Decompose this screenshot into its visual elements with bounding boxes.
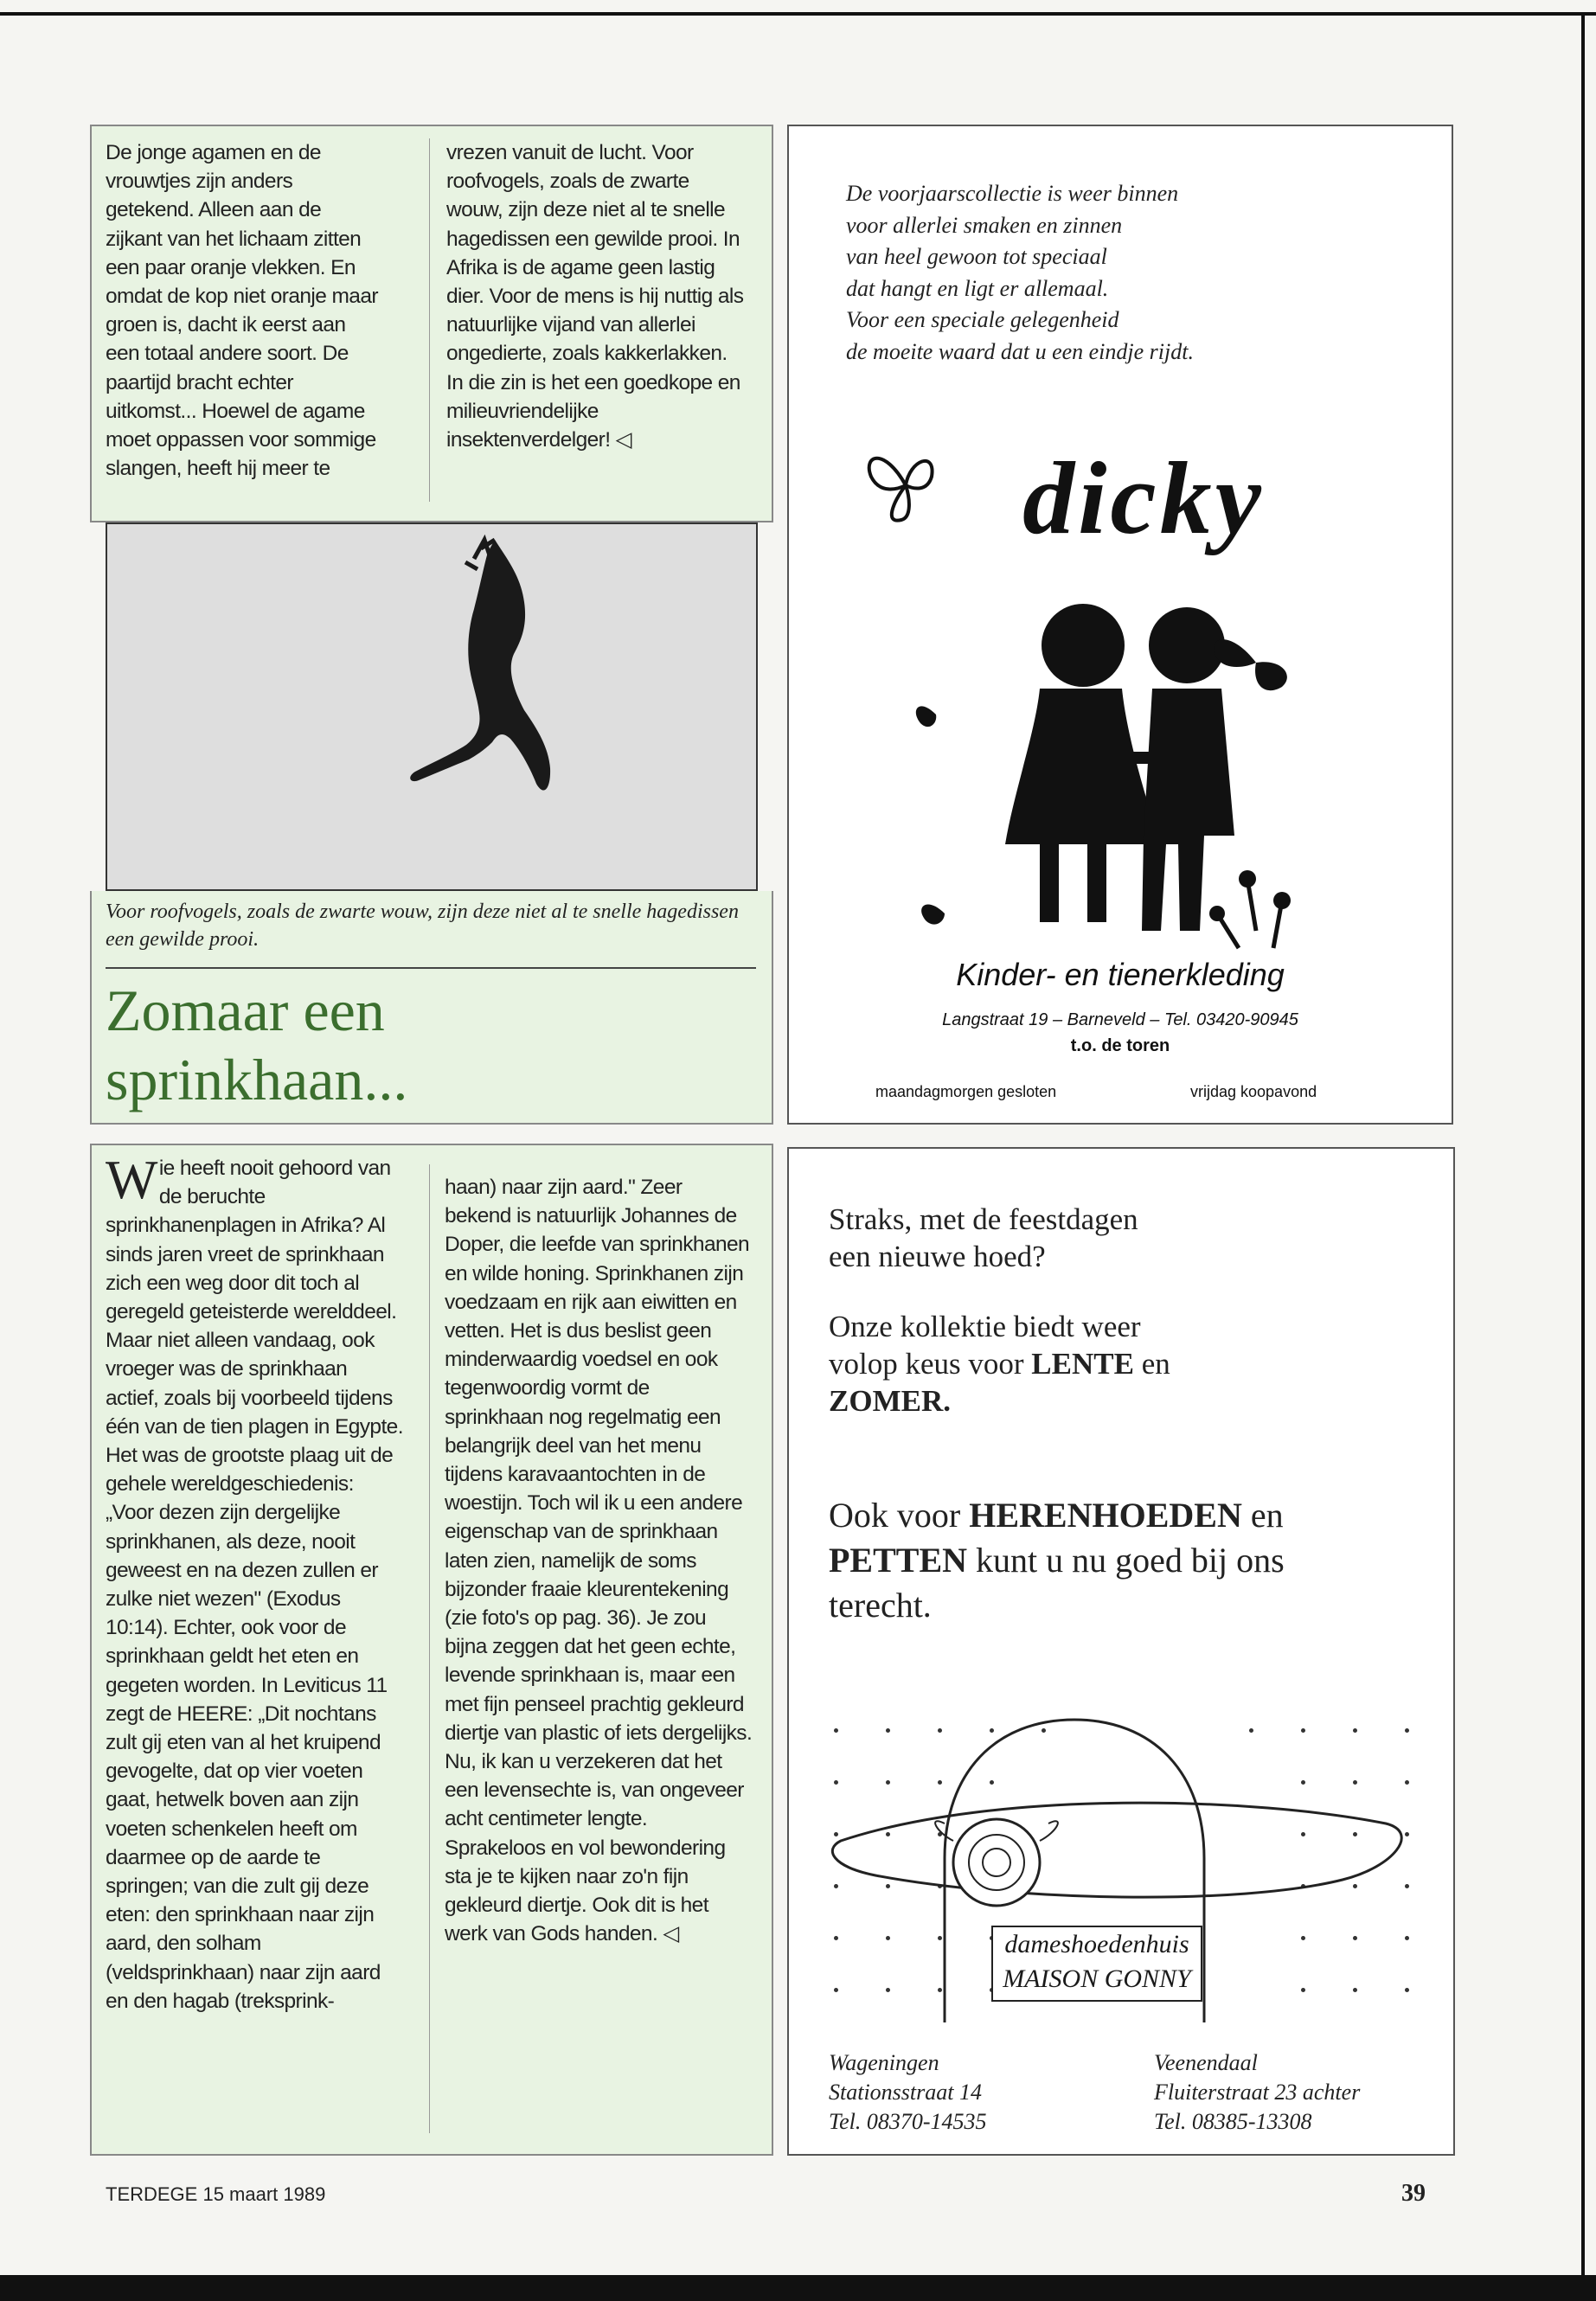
page-top-border [0, 12, 1596, 16]
location-tel: Tel. 08385-13308 [1154, 2109, 1312, 2134]
photo-caption: Voor roofvogels, zoals de zwarte wouw, zijn deze niet al te snelle hagedissen een gewilde prooi. [106, 901, 739, 951]
location-city: Wageningen [829, 2050, 939, 2075]
body-column-divider [429, 1164, 430, 2133]
gonny-line: Onze kollektie biedt weer [829, 1310, 1141, 1343]
drop-cap: W [106, 1149, 157, 1210]
issue-date: 15 maart 1989 [197, 2183, 326, 2205]
body-text-2: haan) naar zijn aard." Zeer bekend is natuurlijk Johannes de Doper, die leefde van sprinkhanen en wilde honing. Sprinkhanen zijn voedzaam en rijk aan eiwitten en vetten. Het is dus beslist geen minderwaardig voedsel en ook tegenwoordig vormt de sprinkhaan nog regelmatig een belangrijk deel van het menu tijdens karavaantochten in de woestijn. Toch wil ik u een andere eigenschap van de sprinkhaan laten zien, namelijk de soms bijzonder fraaie kleurentekening (zie foto's op pag. 36). Je zou bijna zeggen dat het geen echte, levende sprinkhaan is, maar een met fijn penseel prachtig gekleurd diertje van plastic of iets dergelijks. Nu, ik kan u verzekeren dat het een levensechte is, van ongeveer acht centimeter lengte. Sprakeloos en vol bewondering sta je te kijken naar zo'n fijn gekleurd diertje. Ook dit is het werk van Gods handen. ◁ [445, 1176, 753, 1946]
gonny-line: Straks, met de feestdagen [829, 1202, 1138, 1236]
intro-column-1 [106, 138, 381, 483]
gonny-text: Ook voor [829, 1496, 970, 1535]
body-column-1 [106, 1149, 403, 2016]
children-silhouette [910, 585, 1343, 983]
shop-name-box [991, 1926, 1202, 2002]
dicky-landmark: t.o. de toren [1070, 1036, 1170, 1055]
dicky-evening-hours: vrijdag koopavond [1190, 1083, 1317, 1100]
dicky-address: Langstraat 19 – Barneveld – Tel. 03420-90945 [942, 1010, 1298, 1029]
gonny-line: een nieuwe hoed? [829, 1240, 1046, 1273]
dicky-poem [846, 178, 1434, 368]
gonny-text: en [1133, 1347, 1170, 1381]
poem-line: Voor een speciale gelegenheid [846, 307, 1119, 332]
poem-line: de moeite waard dat u een eindje rijdt. [846, 338, 1194, 364]
location-street: Fluiterstraat 23 achter [1154, 2080, 1361, 2105]
magazine-name: TERDEGE [106, 2183, 198, 2205]
bird-photo [106, 522, 758, 891]
shop-name-line: MAISON GONNY [1003, 1965, 1191, 1993]
poem-line: De voorjaarscollectie is weer binnen [846, 181, 1179, 206]
footer-publication [106, 2183, 325, 2206]
location-city: Veenendaal [1154, 2050, 1258, 2075]
dicky-tagline: Kinder- en tienerkleding [956, 957, 1285, 992]
dicky-closed-hours: maandagmorgen gesloten [875, 1083, 1057, 1100]
maison-gonny-advertisement [787, 1147, 1455, 2156]
intro-text-1: De jonge agamen en de vrouwtjes zijn anders getekend. Alleen aan de zijkant van het lichaam zitten een paar oranje vlekken. En omdat de kop niet oranje maar groen is, dacht ik eerst aan een totaal andere soort. De paartijd bracht echter uitkomst... Hoewel de agame moet oppassen voor sommige slangen, heeft hij meer te [106, 141, 378, 481]
intro-column-divider [429, 138, 430, 502]
poem-line: dat hangt en ligt er allemaal. [846, 275, 1109, 301]
dicky-advertisement [787, 125, 1453, 1125]
poem-line: voor allerlei smaken en zinnen [846, 212, 1123, 238]
body-text-1: ie heeft nooit gehoord van de beruchte sprinkhanenplagen in Afrika? Al sinds jaren vreet de sprinkhaan zich een weg door dit toch al geregeld geteisterde werelddeel. Maar niet alleen vandaag, ook vroeger was de sprinkhaan actief, zoals bij voorbeeld tijdens één van de tien plagen in Egypte. Het was de grootste plaag uit de gehele wereldgeschiedenis: „Voor dezen zijn dergelijke sprinkhanen, als deze, nooit geweest en na dezen zullen er zulke niet wezen" (Exodus 10:14). Echter, ook voor de sprinkhaan geldt het eten en gegeten worden. In Leviticus 11 zegt de HEERE: „Dit nochtans zult gij eten van al het kruipend gevogelte, dat op vier voeten gaat, hetwelk boven aan zijn voeten schenkelen heeft om daarmee op de aarde te springen; van die zult gij deze eten: den sprinkhaan naar zijn aard, den solham (veldsprinkhaan) naar zijn aard en den hagab (treksprink- [106, 1157, 403, 2013]
gonny-text: LENTE [1031, 1347, 1134, 1381]
caption-rule [106, 967, 756, 969]
page-number: 39 [1401, 2180, 1426, 2207]
kite-silhouette [107, 524, 756, 889]
gonny-text: en [1241, 1496, 1284, 1535]
intro-column-2 [446, 138, 746, 454]
location-tel: Tel. 08370-14535 [829, 2109, 987, 2134]
gonny-text: PETTEN [829, 1541, 968, 1580]
gonny-line: ZOMER. [829, 1384, 951, 1418]
article-heading: Zomaar een sprinkhaan... [106, 977, 408, 1112]
page-right-border [1581, 12, 1585, 2279]
location-street: Stationsstraat 14 [829, 2080, 982, 2105]
body-column-2 [445, 1173, 753, 1948]
gonny-text: volop keus voor [829, 1347, 1032, 1381]
gonny-location-wageningen [829, 2048, 987, 2137]
page-bottom-border [0, 2275, 1596, 2301]
shop-name-line: dameshoedenhuis [1004, 1930, 1189, 1958]
poem-line: van heel gewoon tot speciaal [846, 244, 1107, 269]
gonny-line: terecht. [829, 1586, 932, 1625]
gonny-location-veenendaal [1154, 2048, 1360, 2137]
dicky-logo: dicky [1022, 440, 1265, 555]
intro-text-2: vrezen vanuit de lucht. Voor roofvogels, zoals de zwarte wouw, zijn deze niet al te snelle hagedissen een gewilde prooi. In Afrika is de agame geen lastig dier. Voor de mens is hij nuttig als natuurlijke vijand van allerlei ongedierte, zoals kakkerlakken. In die zin is het een goedkope en milieuvriendelijke insektenverdelger! ◁ [446, 141, 744, 452]
gonny-text: kunt u nu goed bij ons [967, 1541, 1285, 1580]
gonny-text: HERENHOEDEN [969, 1496, 1242, 1535]
